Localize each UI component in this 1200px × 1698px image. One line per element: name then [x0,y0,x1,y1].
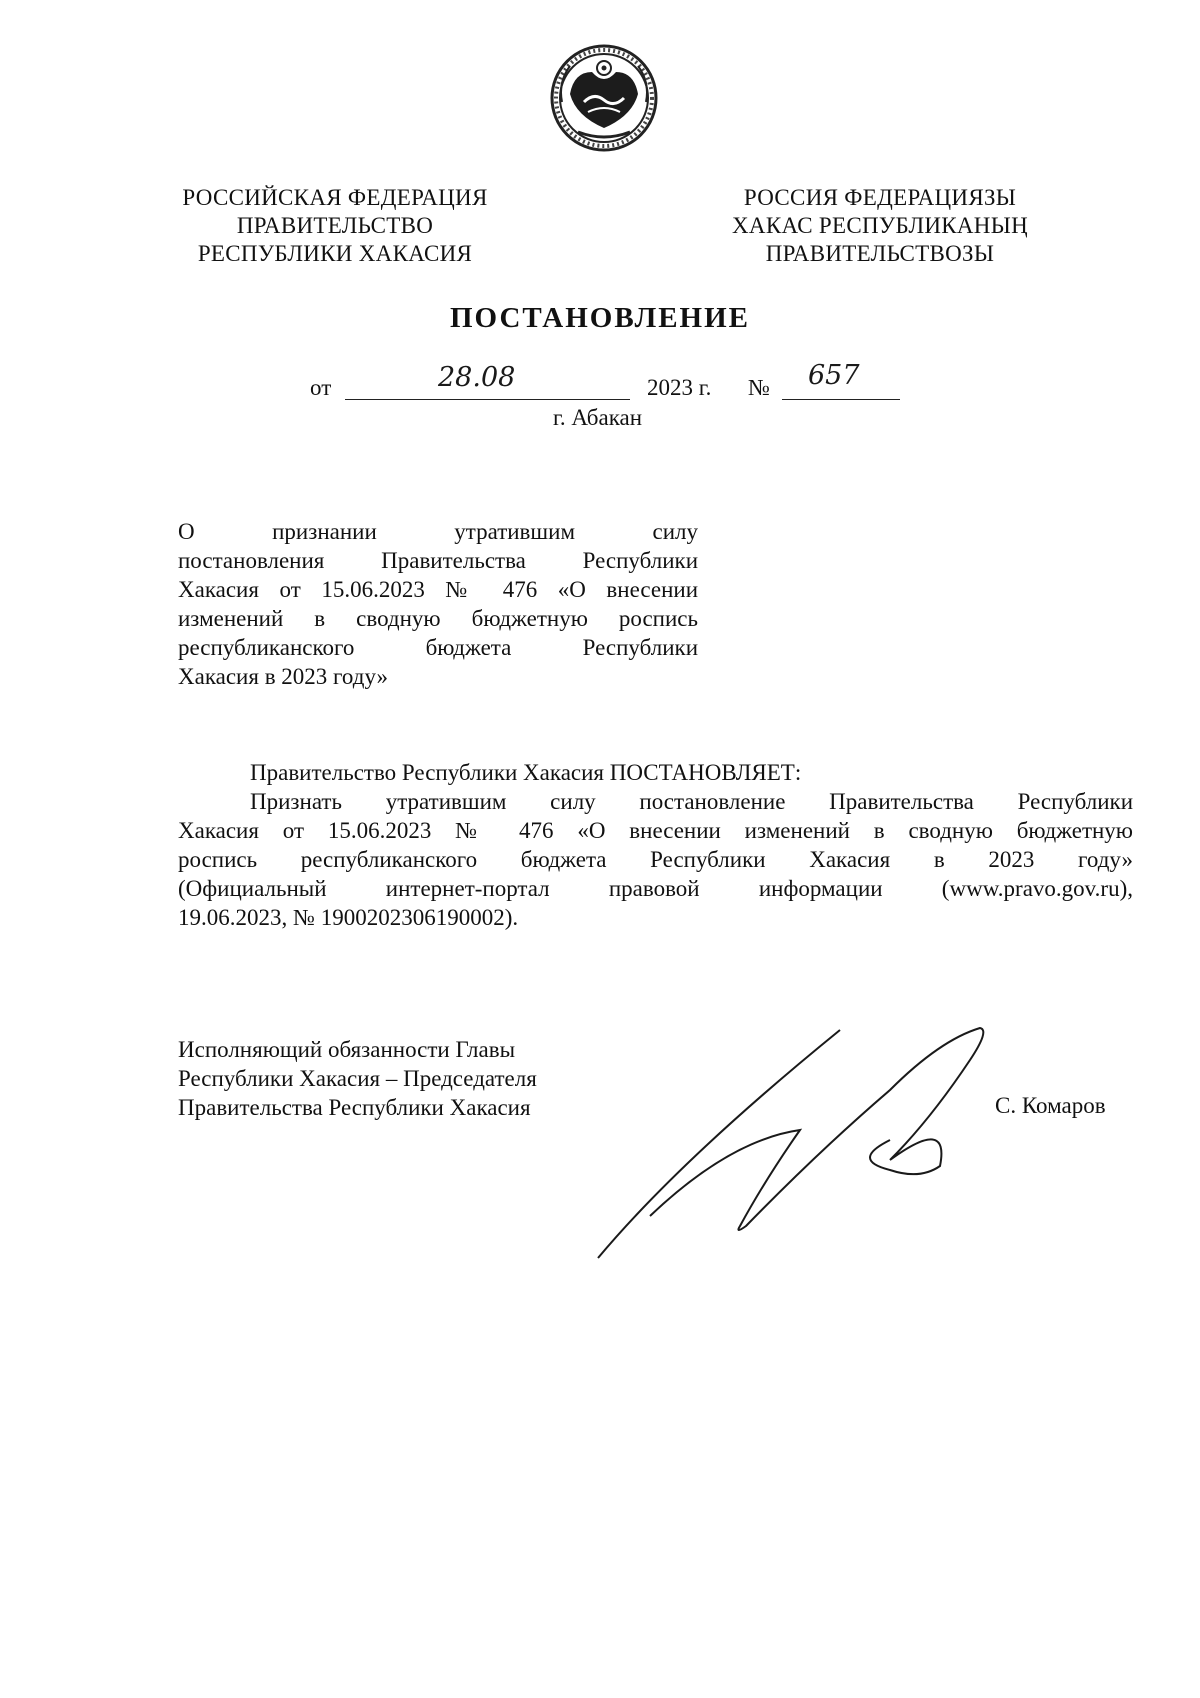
handwritten-number: 657 [808,360,860,391]
signatory-title-line: Исполняющий обязанности Главы [178,1037,516,1062]
body-line: Правительство Республики Хакасия ПОСТАНОВЛЯЕТ: [250,760,802,785]
subject-line: О признании утратившим силу [178,519,698,544]
subject-line: республиканского бюджета Республики [178,635,698,660]
subject-line: Хакасия от 15.06.2023 № 476 «О внесении [178,577,698,602]
signatory-title-line: Правительства Республики Хакасия [178,1095,531,1120]
subject-line: изменений в сводную бюджетную роспись [178,606,698,631]
subject-line: постановления Правительства Республики [178,548,698,573]
body-line: Хакасия от 15.06.2023 № 476 «О внесении изменений в сводную бюджетную [178,818,1133,843]
body-line: 19.06.2023, № 1900202306190002). [178,905,519,930]
header-left-line: ПРАВИТЕЛЬСТВО [236,213,434,238]
number-label: № [748,375,770,400]
signatory-title [178,1035,638,1122]
city-label: г. Абакан [553,405,643,430]
from-label: от [310,375,332,400]
document-subject [178,517,698,691]
header-right-line: ХАКАС РЕСПУБЛИКАНЫҢ [732,213,1028,238]
document-title: ПОСТАНОВЛЕНИЕ [449,302,750,334]
header-right-line: РОССИЯ ФЕДЕРАЦИЯЗЫ [743,185,1017,210]
document-body [178,758,1133,932]
body-line: роспись республиканского бюджета Республики Хакасия в 2023 году» [178,847,1133,872]
handwritten-signature [590,1020,1020,1270]
subject-line: Хакасия в 2023 году» [178,664,389,689]
date-underline [345,399,630,400]
signer-name: С. Комаров [995,1093,1106,1118]
year-label: 2023 г. [647,375,712,400]
header-left-line: РОССИЙСКАЯ ФЕДЕРАЦИЯ [182,185,488,210]
signatory-title-line: Республики Хакасия – Председателя [178,1066,537,1091]
header-left [155,184,515,268]
coat-of-arms-icon [548,42,660,154]
handwritten-date: 28.08 [438,362,516,393]
header-right-line: ПРАВИТЕЛЬСТВОЗЫ [765,241,995,266]
header-left-line: РЕСПУБЛИКИ ХАКАСИЯ [197,241,473,266]
number-underline [782,399,900,400]
body-line: Признать утратившим силу постановление Правительства Республики [250,789,1133,814]
header-right [690,184,1070,268]
body-line: (Официальный интернет-портал правовой информации (www.pravo.gov.ru), [178,876,1133,901]
